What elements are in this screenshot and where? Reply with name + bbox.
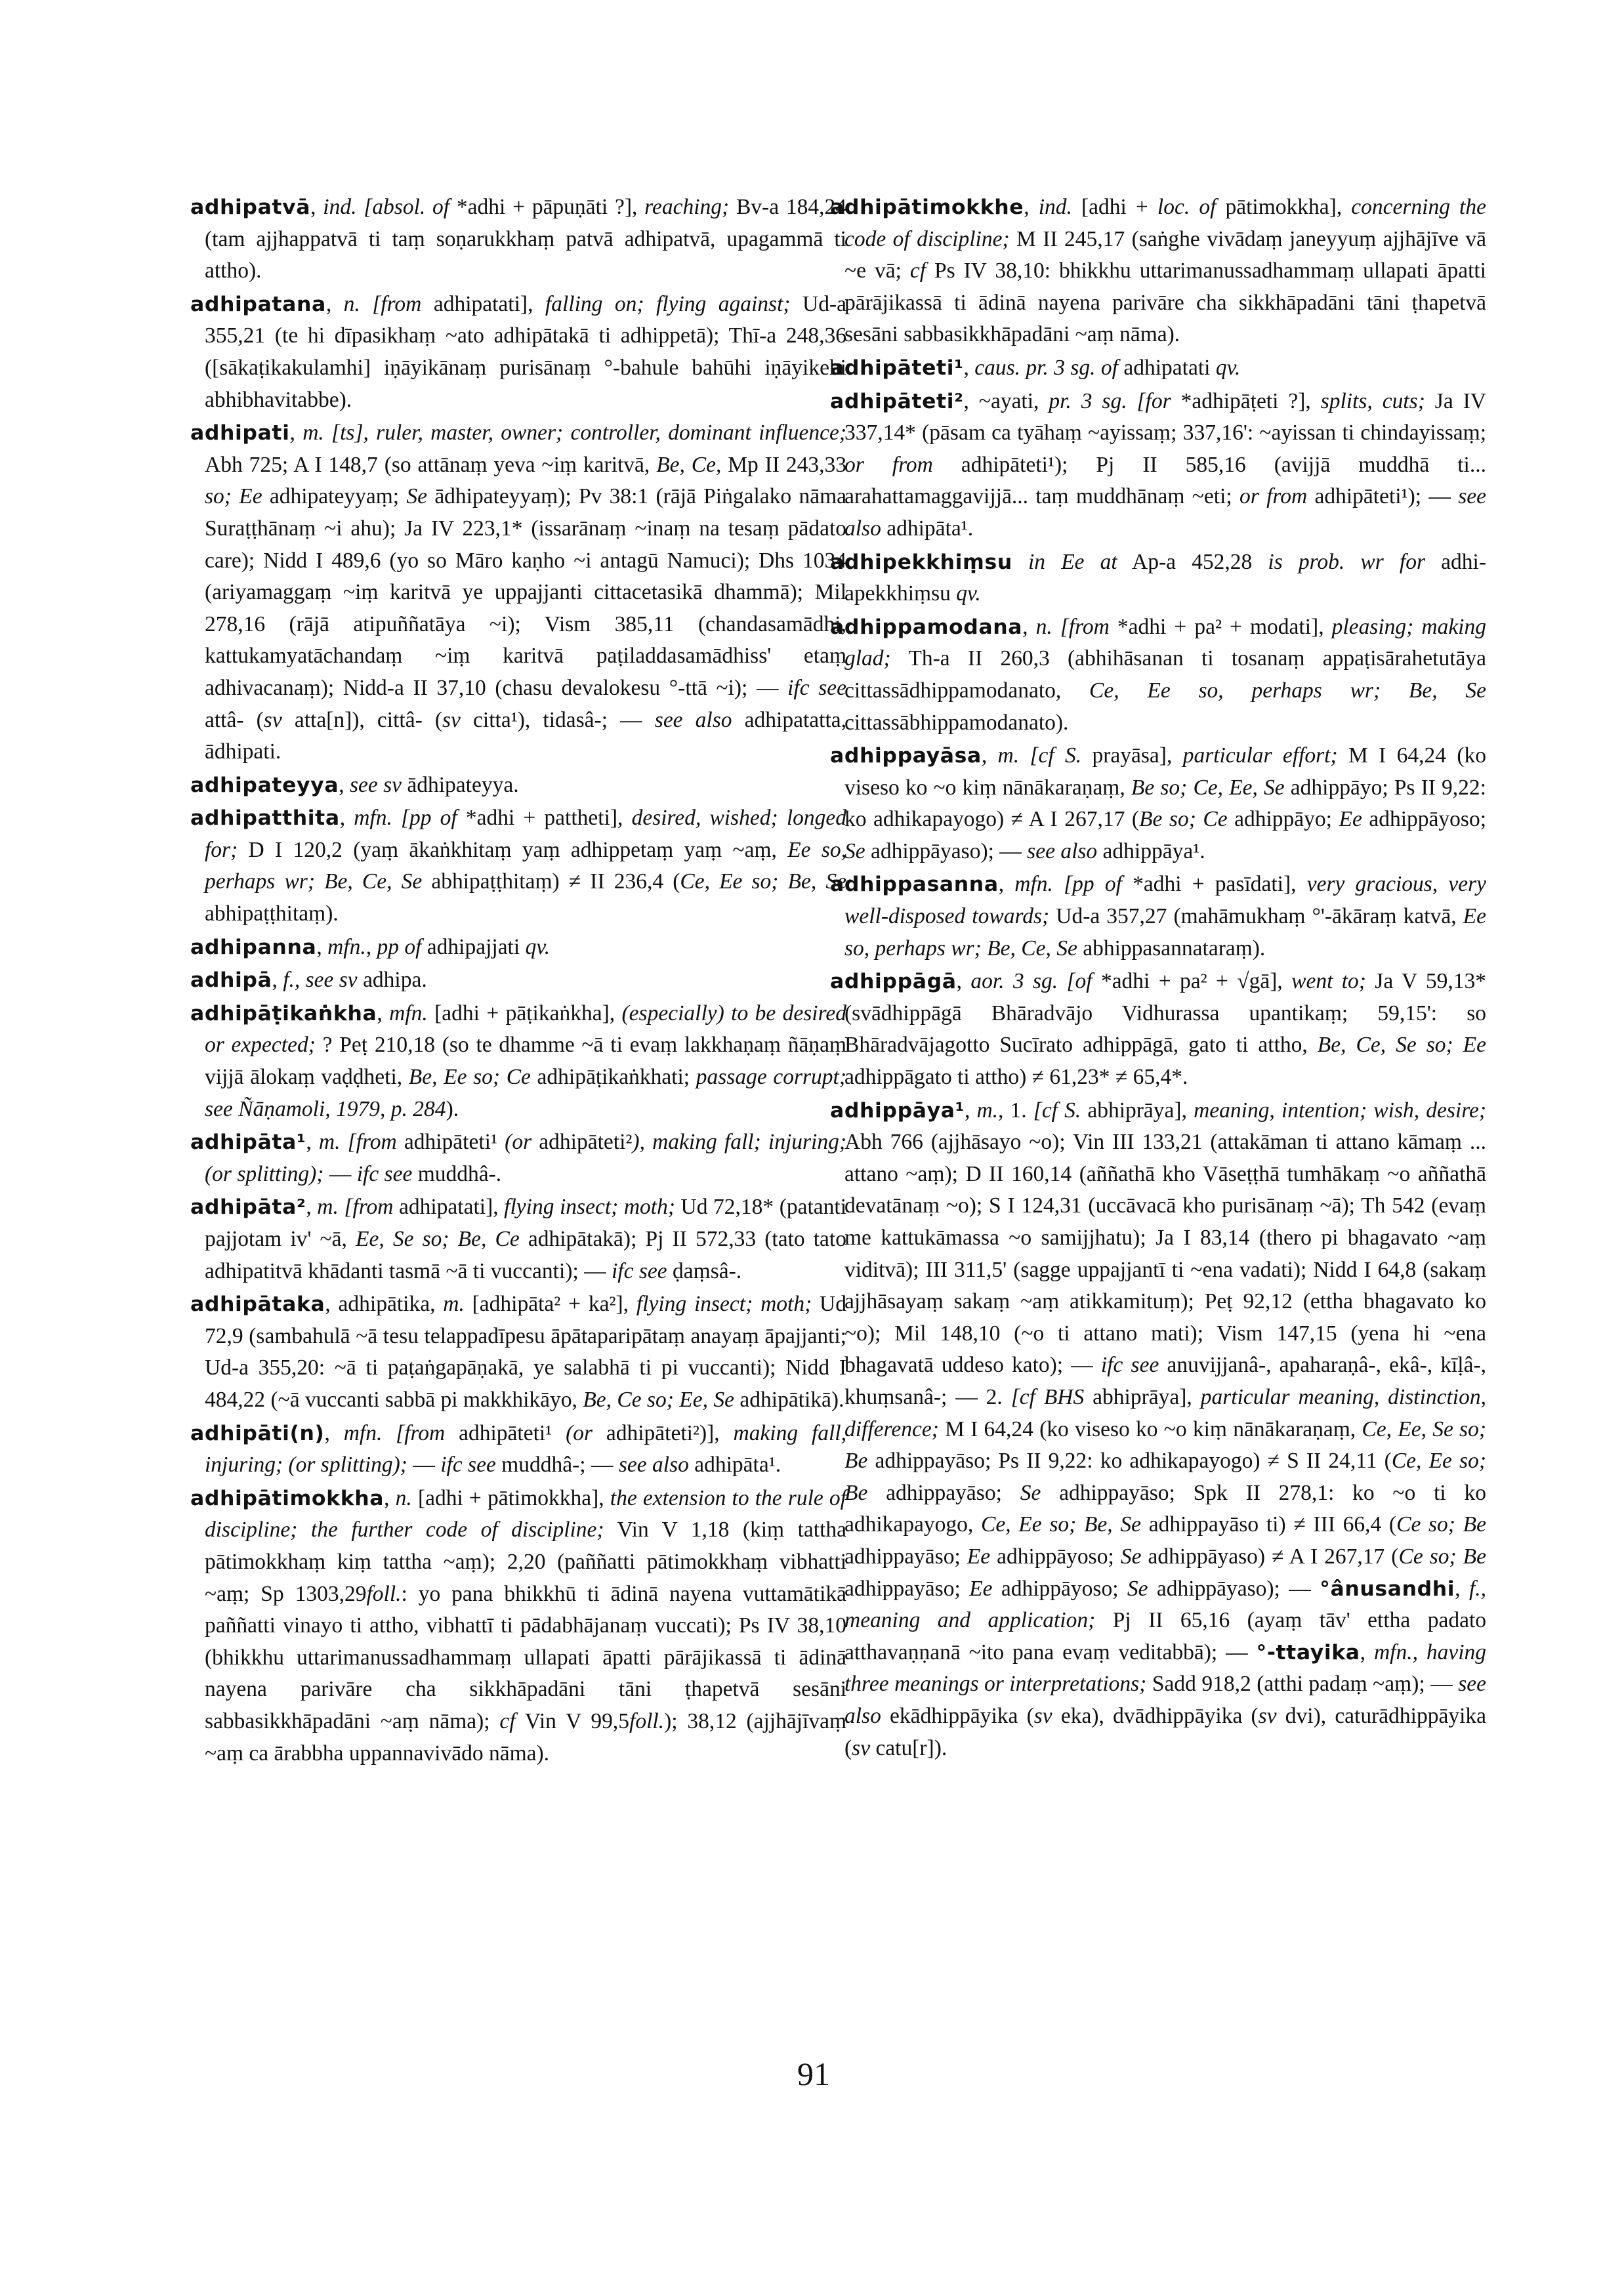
entry-text: prayāsa], (1081, 743, 1183, 768)
entry-text: citta¹), tidasâ-; — (460, 707, 655, 732)
entry-italic-text: qv. (1215, 355, 1241, 380)
entry-text: adhipatati (1117, 355, 1216, 380)
entry-italic-text: ifc see (440, 1453, 496, 1478)
entry-italic-text: Be, Ce, (656, 452, 722, 477)
entry-text: Ud 72,9 (sambahulā ~ā tesu telappadīpesu āpātaparipātaṃ anayaṃ āpajjanti; Ud-a 355,20: ~ā ti paṭaṅgapāṇakā, ye salabhā ti pi vuccanti); Nidd I 484,22 (~ā vuccanti sabbā pi makkhikāyo, (205, 1292, 846, 1412)
entry-italic-text: see also (654, 707, 732, 732)
entry-italic-text: Ee (969, 1576, 993, 1601)
entry-text: adhippāyaso); — (865, 838, 1028, 863)
right-column (830, 192, 1486, 1766)
entry-headword: adhipatthita (190, 806, 340, 831)
entry-text: , adhipātika, (325, 1292, 444, 1317)
entry-italic-text: Se (406, 484, 428, 509)
entry-text: adhippayāso; (844, 1576, 970, 1601)
entry-text: *adhi + pa² + √gā], (1092, 969, 1292, 994)
entry-italic-text: mfn., pp of (327, 934, 422, 959)
entry-text: abhipaṭṭhitaṃ) ≠ II 236,4 ( (422, 869, 680, 894)
entry-text: adhippayāso; Spk II 278,1: ko ~o ti ko adhikapayogo, (844, 1480, 1486, 1537)
entry-headword: adhippasanna (830, 873, 999, 897)
dictionary-entry (190, 1483, 846, 1769)
entry-text: , (306, 1195, 318, 1220)
entry-italic-text: mfn., having three meanings or interpretations; (844, 1640, 1487, 1697)
dictionary-entry (190, 1418, 846, 1481)
entry-italic-text: Be, Ce so; Ee, Se (583, 1387, 735, 1412)
entry-text: *adhi + pasīdati], (1121, 872, 1307, 897)
entry-text: Ud 72,18* (patanti pajjotam iv' ~ā, (205, 1195, 847, 1251)
entry-text: , (316, 934, 328, 959)
entry-italic-text: see also (1027, 838, 1098, 863)
entry-italic-text: sv (442, 707, 461, 732)
entry-text: , (956, 969, 971, 994)
entry-italic-text: caus. pr. 3 sg. of (974, 355, 1118, 380)
entry-italic-text: Ee, Se so; Be, Ce (356, 1227, 520, 1251)
entry-italic-text: n. [from (343, 291, 422, 316)
entry-italic-text: m. [cf S. (997, 743, 1082, 768)
entry-text: adhippāyoso; (1362, 807, 1487, 832)
entry-text: , (310, 195, 323, 219)
dictionary-entry (830, 192, 1486, 351)
entry-italic-text: (especially) to be desired or expected; (205, 1001, 846, 1058)
entry-text: M I 64,24 (ko viseso ko ~o kiṃ nānākaraṇaṃ, (938, 1416, 1362, 1441)
entry-text: adhipāteti¹ (396, 1130, 505, 1155)
entry-text: muddhâ-. (412, 1161, 502, 1186)
entry-text: Pj II 65,16 (ayaṃ tāv' ettha padato atthavaṇṇanā ~ito pana evaṃ veditabbā); — (844, 1608, 1486, 1664)
entry-italic-text: sv (852, 1735, 871, 1760)
entry-italic-text: Ee (1339, 807, 1362, 832)
entry-italic-text: Se (1120, 1544, 1142, 1569)
entry-italic-text: ind. (1038, 195, 1072, 219)
entry-italic-text: or from (1239, 484, 1308, 509)
entry-text: , (998, 872, 1015, 897)
entry-italic-text: mfn. [from (343, 1420, 446, 1445)
entry-text: Vin V 1,18 (kiṃ tattha pātimokkhaṃ kiṃ tattha ~aṃ); 2,20 (paññatti pātimokkhaṃ vibhatti ~aṃ; Sp 1303,29 (205, 1518, 846, 1606)
entry-text: *adhipāṭeti ?], (1171, 388, 1321, 413)
entry-text: adhipāteti¹); Pj II 585,16 (avijjā muddhā ti... arahattamaggavijjā... taṃ muddhānaṃ ~eti; (844, 452, 1486, 509)
entry-italic-text: particular meaning, distinction, difference; (844, 1384, 1486, 1441)
entry-italic-text: mfn. [pp of (354, 806, 457, 831)
entry-text: dvi), caturādhippāyika ( (844, 1703, 1486, 1760)
entry-text: catu[r]). (870, 1735, 947, 1760)
entry-text: adhi-apekkhiṃsu (844, 549, 1486, 606)
entry-text: , (1360, 1640, 1374, 1664)
entry-text: adhipātakā); Pj II 572,33 (tato tato adhipatitvā khādanti tasmā ~ā ti vuccanti); — (205, 1227, 846, 1283)
entry-italic-text: (or (566, 1420, 593, 1445)
entry-italic-text: Ee so, perhaps wr; Be, Ce, Se (205, 837, 846, 894)
entry-italic-text: f., meaning and application; (844, 1576, 1487, 1633)
entry-text: , (339, 806, 354, 831)
entry-italic-text: see also (844, 484, 1486, 541)
entry-text: *adhi + pāpuṇāti ?], (449, 195, 645, 219)
entry-text: ); 38,12 (ajjhājīvaṃ ~aṃ ca ārabbha uppannavivādo nāma). (205, 1708, 847, 1766)
entry-headword: adhippāya¹ (830, 1098, 965, 1123)
entry-text: , (289, 421, 303, 445)
entry-italic-text: falling on; flying against; (545, 291, 791, 316)
entry-headword: adhipātimokkhe (830, 196, 1024, 219)
entry-text: Sadd 918,2 (atthi padaṃ ~aṃ); — (1146, 1672, 1459, 1697)
entry-text: adhippāyoso; (990, 1544, 1121, 1569)
entry-text: abhiprāya], (1084, 1384, 1201, 1409)
entry-text: adhipāta¹. (688, 1453, 781, 1478)
dictionary-entry (190, 964, 846, 997)
dictionary-entry (190, 417, 846, 768)
entry-italic-text: passage corrupt; see Ñāṇamoli, 1979, p. 284 (205, 1065, 847, 1121)
entry-italic-text: or from (844, 452, 933, 477)
entry-text: Th-a II 260,3 (abhihāsanan ti tosanaṃ appaṭisārahetutāya cittassādhippamodanato, (844, 646, 1486, 703)
entry-headword: adhipātaka (190, 1292, 325, 1317)
entry-italic-text: Se (844, 838, 865, 863)
entry-text: adhippāyaso); — (1148, 1576, 1320, 1601)
entry-text: Ud-a 355,21 (te hi dīpasikhaṃ ~ato adhipātakā ti adhippetā); Thī-a 248,36 ([sākaṭikakulamhi] iṇāyikānaṃ purisānaṃ °-bahule bahūhi iṇāyikehi abhibhavitabbe). (205, 291, 846, 412)
entry-text: adhippayāso; (844, 1544, 967, 1569)
dictionary-entry (830, 611, 1486, 739)
entry-italic-text: very gracious, very well-disposed towards; (844, 872, 1486, 929)
entry-text: [adhipāta² + ka²], (464, 1292, 636, 1317)
entry-text: 1. (1003, 1098, 1033, 1123)
entry-italic-text: ifc see (787, 675, 846, 700)
entry-italic-text: Ce so; Be (1396, 1512, 1486, 1537)
entry-text: ādhipateyyaṃ); Pv 38:1 (rājā Piṅgalako nāma Suraṭṭhānaṃ ~i ahu); Ja IV 223,1* (issarānaṃ ~inaṃ na tesaṃ pādato care); Nidd I 489,6 (yo so Māro kaṇho ~i antagū Namuci); Dhs 1034 (ariyamaggaṃ ~iṃ karitvā ye uppajjanti cittacetasikā dhammā); Mil 278,16 (rājā atipuññatāya ~i); Vism 385,11 (chandasamādhi, kattukamyatāchandaṃ ~iṃ karitvā paṭiladdasamādhiss' etaṃ adhivacanaṃ); Nidd-a II 37,10 (chasu devalokesu °-ttā ~i); — (205, 484, 846, 700)
entry-italic-text: particular effort; (1182, 743, 1338, 768)
entry-italic-text: foll. (366, 1581, 402, 1606)
entry-italic-text: Be, Ee so; Ce (408, 1065, 531, 1090)
entry-italic-text: ifc see (612, 1258, 667, 1283)
entry-headword: adhipanna (190, 935, 317, 959)
dictionary-entry (190, 932, 846, 964)
entry-headword: adhipatvā (190, 196, 311, 219)
entry-text: , (1022, 614, 1036, 639)
entry-headword: adhipateyya (190, 773, 339, 797)
entry-headword: adhippamodana (830, 615, 1023, 639)
entry-headword: adhipāta² (190, 1195, 306, 1220)
entry-text: , (339, 772, 350, 797)
entry-italic-text: meaning, intention; wish, desire; (1194, 1098, 1487, 1123)
entry-text: adhipāteti¹ (445, 1420, 566, 1445)
dictionary-entry (830, 547, 1486, 610)
entry-italic-text: Ee so, perhaps wr; Be, Ce, Se (844, 904, 1486, 961)
dictionary-entry (190, 1191, 846, 1287)
entry-italic-text: Ce so; Be (1398, 1544, 1486, 1569)
entry-italic-text: see also (844, 1672, 1486, 1728)
entry-italic-text: see sv (349, 772, 402, 797)
entry-text: Abh 766 (ajjhāsayo ~o); Vin III 133,21 (attakāman ti attano kāmaṃ ... attano ~aṃ); D II 160,14 (aññathā kho Vāseṭṭhā tumhākaṃ ~o aññathā devatānaṃ ~o); S I 124,31 (uccāvacā kho purisānaṃ ~ā); Th 542 (evaṃ me kattukāmassa ~o samijjhatu); Ja I 83,14 (thero pi bhagavato ~aṃ viditvā); III 311,5' (sagge uppajjantī ti ~ena vadati); Nidd I 64,8 (sakaṃ ajjhāsayaṃ sakaṃ ~aṃ atikkamituṃ); Peṭ 92,12 (ettha bhagavato ko ~o); Mil 148,10 (~o ti attano mati); Vism 147,15 (yena hi ~ena bhagavatā uddeso kato); — (844, 1130, 1486, 1378)
entry-text: , (1455, 1576, 1469, 1601)
entry-italic-text: splits, cuts; (1320, 388, 1425, 413)
entry-text: , (964, 1098, 977, 1123)
dictionary-entry (190, 998, 846, 1125)
entry-italic-text: m. [ts], ruler, master, owner; controller, dominant influence; (302, 421, 846, 445)
entry-text: pātimokkha], (1216, 195, 1352, 219)
entry-italic-text: reaching; (644, 195, 730, 219)
entry-text: adhipatatta, ādhipati. (205, 707, 846, 764)
entry-text: Ud-a 357,27 (mahāmukhaṃ °'-ākāraṃ katvā, (1049, 904, 1463, 929)
entry-headword: adhippayāsa (830, 744, 982, 768)
entry-italic-text: concerning the code of discipline; (844, 195, 1486, 251)
entry-text: , (1024, 195, 1039, 219)
entry-italic-text: m. (443, 1292, 465, 1317)
entry-subheadword: °-ttayika (1256, 1640, 1360, 1664)
entry-headword: adhipāteti² (830, 389, 964, 413)
entry-text: abhiprāya], (1081, 1098, 1194, 1123)
entry-text: : yo pana bhikkhū ti ādinā nayena vuttamātikā paññatti vinayo ti attho, vibhattī ti pādabhājanaṃ vuccati); Ps IV 38,10 (bhikkhu uttarimanussadhammaṃ ullapati āpatti pārājikassā ti ādinā nayena parivāre cha sikkhāpadāni tāni ṭhapetvā sesāni sabbasikkhāpadāni ~aṃ nāma); (205, 1581, 846, 1733)
entry-italic-text: desired, wished; longed for; (205, 806, 846, 862)
entry-italic-text: n. (395, 1485, 412, 1510)
entry-text: abhipaṭṭhitaṃ). (205, 901, 339, 926)
entry-text: ). (446, 1096, 459, 1121)
entry-text: adhipāteti¹); — (1307, 484, 1459, 509)
entry-italic-text: ), making fall; injuring; (or splitting); (205, 1130, 847, 1186)
entry-italic-text: Ee (967, 1544, 991, 1569)
entry-italic-text: so; Ee (205, 484, 262, 509)
entry-italic-text: aor. 3 sg. [of (970, 969, 1093, 994)
entry-text: [adhi + pāṭikaṅkha], (427, 1001, 622, 1025)
entry-text: M II 245,17 (saṅghe vivādaṃ janeyyuṃ ajjhājīve vā ~e vā; (844, 226, 1486, 283)
entry-italic-text: qv. (525, 934, 551, 959)
entry-text: *adhi + pa² + modati], (1109, 614, 1332, 639)
entry-italic-text: is prob. wr for (1268, 549, 1426, 574)
entry-text (1012, 550, 1028, 574)
entry-italic-text: cf (909, 258, 927, 283)
entry-italic-text: sv (1033, 1703, 1052, 1728)
entry-italic-text: Ce, Ee so; Be (844, 1449, 1486, 1505)
entry-italic-text: ifc see (1100, 1353, 1159, 1378)
entry-text: adhipa. (357, 968, 427, 993)
entry-text: , (324, 1420, 344, 1445)
entry-headword: adhipāti(n) (190, 1421, 325, 1445)
entry-text: adhippayāso; (867, 1480, 1020, 1505)
entry-text: — (407, 1453, 441, 1478)
entry-headword: adhipatana (190, 292, 326, 316)
entry-text: adhippāyoso; (992, 1576, 1127, 1601)
entry-italic-text: mfn. (389, 1001, 428, 1025)
entry-italic-text: f., see sv (283, 968, 358, 993)
entry-text: muddhâ-; — (495, 1453, 619, 1478)
entry-italic-text: m. [from (317, 1195, 394, 1220)
entry-italic-text: Be so; Ce (1139, 807, 1228, 832)
entry-text: adhippayāso; Ps II 9,22: ko adhikapayogo) ≠ S II 24,11 ( (867, 1449, 1392, 1474)
entry-text: adhipajjati (421, 934, 526, 959)
entry-italic-text: went to; (1291, 969, 1366, 994)
entry-headword: adhipātimokkha (190, 1486, 385, 1510)
entry-text: adhippāyo; (1227, 807, 1339, 832)
dictionary-entry (830, 740, 1486, 867)
entry-italic-text: ind. [absol. of (323, 195, 450, 219)
entry-text: , (325, 291, 344, 316)
entry-headword: adhipāṭikaṅkha (190, 1001, 377, 1025)
entry-text: adhippāyaso) ≠ A I 267,17 ( (1141, 1544, 1399, 1569)
entry-text: Ja IV 337,14* (pāsam ca tyāhaṃ ~ayissaṃ; 337,16': ~ayissan ti chindayissaṃ; (844, 388, 1486, 445)
entry-italic-text: Ce, Ee, Se so; Be (844, 1416, 1486, 1474)
entry-text: atta[n]), cittâ- ( (281, 707, 443, 732)
entry-text: — (323, 1161, 357, 1186)
entry-text: adhipāṭikaṅkhati; (530, 1065, 696, 1090)
entry-text: abhippasannataraṃ). (1077, 936, 1266, 961)
entry-italic-text: Ce, Ee so, perhaps wr; Be, Se (1089, 678, 1486, 703)
entry-text: ḍaṃsâ-. (667, 1258, 742, 1283)
entry-text: adhippayāso ti) ≠ III 66,4 ( (1141, 1512, 1397, 1537)
entry-italic-text: (or (505, 1130, 532, 1155)
entry-text: [adhi + pātimokkha], (411, 1485, 610, 1510)
entry-italic-text: sv (1258, 1703, 1277, 1728)
entry-italic-text: n. [from (1035, 614, 1110, 639)
entry-italic-text: flying insect; moth; (504, 1195, 675, 1220)
entry-italic-text: making fall, injuring; (or splitting); (205, 1420, 846, 1478)
entry-italic-text: sv (263, 707, 282, 732)
entry-headword: adhipekkhiṃsu (830, 550, 1012, 574)
entry-italic-text: pr. 3 sg. [for (1049, 388, 1171, 413)
entry-italic-text: the extension to the rule of discipline; the further code of discipline; (205, 1485, 846, 1542)
dictionary-entry (190, 770, 846, 802)
entry-italic-text: ifc see (356, 1161, 413, 1186)
dictionary-entry (830, 386, 1486, 545)
entry-text: adhippāyo; Ps II 9,22: ko adhikapayogo) ≠ A I 267,17 ( (844, 775, 1486, 832)
entry-italic-text: cf (499, 1708, 516, 1733)
dictionary-entry (190, 802, 846, 930)
entry-headword: adhipāteti¹ (830, 356, 964, 380)
entry-text: attâ- ( (205, 707, 264, 732)
entry-italic-text: flying insect; moth; (636, 1292, 812, 1317)
entry-italic-text: qv. (956, 581, 981, 606)
entry-text: M I 64,24 (ko viseso ko ~o kiṃ nānākaraṇaṃ, (844, 743, 1487, 800)
entry-text: adhipateyyaṃ; (262, 484, 407, 509)
entry-italic-text: m. [from (318, 1130, 397, 1155)
entry-headword: adhipāta¹ (190, 1130, 306, 1155)
entry-text: Vin V 99,5 (515, 1708, 630, 1733)
page-number: 91 (797, 2056, 830, 2092)
entry-text: , (963, 355, 975, 380)
entry-italic-text: Ce, Ee so; Be, Se (981, 1512, 1142, 1537)
entry-text: , (377, 1001, 390, 1025)
entry-italic-text: mfn. [pp of (1014, 872, 1122, 897)
entry-italic-text: m., (976, 1098, 1004, 1123)
entry-text: ādhipateyya. (402, 772, 519, 797)
entry-text: *adhi + pattheti], (457, 806, 632, 831)
entry-text: Ap-a 452,28 (1117, 549, 1268, 574)
entry-text: adhipāteti² (531, 1130, 633, 1155)
left-column (190, 192, 846, 1771)
entry-subheadword: °ânusandhi (1320, 1577, 1455, 1601)
entry-italic-text: Se (1020, 1480, 1041, 1505)
entry-italic-text: foll. (629, 1708, 665, 1733)
entry-text: , (981, 743, 998, 768)
entry-text: Mp II 243,33 (721, 452, 846, 477)
entry-italic-text: Ce, Ee so; Be, Se (680, 869, 846, 894)
entry-italic-text: in Ee at (1028, 549, 1117, 574)
entry-text: Ja V 59,13* (svādhippāgā Bhāradvājo Vidhurassa upantikaṃ; 59,15': so Bhāradvājagotto Sucīrato adhippāgā, gato ti attho, (844, 969, 1487, 1058)
entry-text: adhippāgato ti attho) ≠ 61,23* ≠ 65,4*. (844, 1065, 1188, 1090)
entry-text: , (306, 1130, 319, 1155)
dictionary-entry (190, 192, 846, 287)
entry-text: D I 120,2 (yaṃ ākaṅkhitaṃ yaṃ adhippetaṃ yaṃ ~aṃ, (238, 837, 788, 862)
dictionary-entry (830, 869, 1486, 964)
entry-text: ? Peṭ 210,18 (so te dhamme ~ā ti evaṃ lakkhaṇaṃ ñāṇaṃ vijjā ālokaṃ vaḍḍheti, (205, 1033, 846, 1090)
entry-text: eka), dvādhippāyika ( (1052, 1703, 1259, 1728)
entry-text: adhippāya¹. (1097, 838, 1205, 863)
entry-text: cittassābhippamodanato). (844, 710, 1069, 735)
entry-italic-text: [cf S. (1033, 1098, 1081, 1123)
entry-text: [adhi + (1072, 195, 1157, 219)
entry-text: ekādhippāyika ( (881, 1703, 1034, 1728)
entry-text: adhipāta¹. (881, 516, 974, 541)
dictionary-entry (830, 352, 1486, 384)
entry-text: , (384, 1485, 396, 1510)
entry-italic-text: Be so; Ce, Ee, Se (1131, 775, 1285, 800)
entry-italic-text: see also (618, 1453, 689, 1478)
entry-text: anuvijjanâ-, apaharaṇâ-, ekâ-, kīḷâ-, khuṃsanâ-; — 2. (844, 1353, 1487, 1409)
entry-text: Bv-a 184,24 (tam ajjhappatvā ti taṃ soṇarukkhaṃ patvā adhipatvā, upagammā ti attho). (205, 195, 847, 283)
entry-headword: adhipati (190, 421, 290, 445)
entry-text: , (272, 968, 283, 993)
entry-italic-text: Be, Ce, Se so; Ee (1317, 1033, 1486, 1058)
dictionary-entry (190, 1289, 846, 1416)
dictionary-entry (190, 289, 846, 416)
entry-text: Ps IV 38,10: bhikkhu uttarimanussadhammaṃ ullapati āpatti pārājikassā ti ādinā nayena parivāre cha sikkhāpadāni tāni ṭhapetvā sesāni sabbasikkhāpadāni ~aṃ nāma). (844, 258, 1486, 347)
entry-italic-text: pleasing; making glad; (844, 614, 1486, 671)
entry-italic-text: Se (1127, 1576, 1148, 1601)
entry-text: adhipāteti²)], (593, 1420, 734, 1445)
entry-italic-text: [cf BHS (1010, 1384, 1085, 1409)
entry-text: adhipatati], (393, 1195, 505, 1220)
entry-headword: adhippāgā (830, 970, 957, 994)
dictionary-entry (830, 966, 1486, 1093)
dictionary-entry (190, 1127, 846, 1190)
entry-italic-text: loc. of (1157, 195, 1217, 219)
dictionary-entry (830, 1095, 1486, 1764)
entry-text: adhipātikā). (734, 1387, 844, 1412)
entry-text: , ~ayati, (963, 388, 1049, 413)
entry-text: adhipatati], (421, 291, 545, 316)
entry-text: Abh 725; A I 148,7 (so attānaṃ yeva ~iṃ karitvā, (205, 452, 657, 477)
entry-headword: adhipā (190, 968, 272, 993)
